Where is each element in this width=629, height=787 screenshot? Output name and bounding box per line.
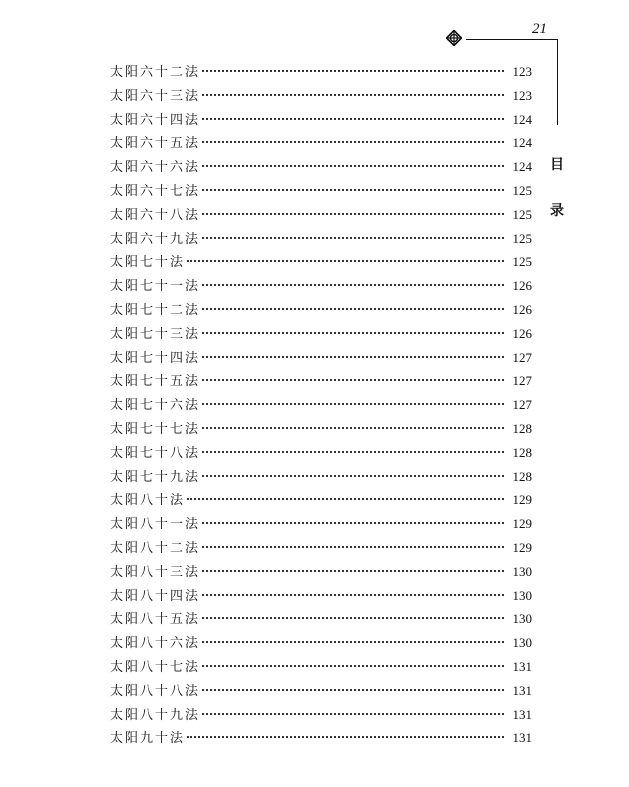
toc-entry	[110, 560, 532, 584]
toc-entry	[110, 369, 532, 393]
toc-entry-page: 125	[512, 182, 532, 198]
toc-entry	[110, 250, 532, 274]
toc-entry	[110, 179, 532, 203]
toc-leader-dots	[202, 236, 504, 239]
toc-leader-dots	[202, 616, 504, 619]
toc-entry-title: 太阳七十六法	[110, 398, 201, 414]
toc-entry	[110, 274, 532, 298]
toc-entry-page: 125	[512, 254, 532, 270]
toc-entry	[110, 203, 532, 227]
toc-entry-page: 126	[512, 301, 532, 317]
toc-entry	[110, 679, 532, 703]
toc-entry-title: 太阳六十二法	[110, 65, 201, 80]
toc-entry-page: 126	[512, 278, 532, 294]
toc-entry	[110, 536, 532, 560]
toc-entry-title: 太阳六十六法	[110, 160, 201, 176]
side-label-char: 目	[550, 157, 564, 173]
toc-leader-dots	[202, 402, 504, 405]
toc-leader-dots	[187, 497, 504, 500]
toc-leader-dots	[202, 93, 504, 96]
toc-leader-dots	[202, 355, 504, 358]
toc-entry-page: 130	[512, 563, 532, 579]
toc-entry-page: 127	[512, 373, 532, 389]
toc-entry-page: 130	[512, 635, 532, 651]
page-number: 21	[532, 21, 547, 37]
toc-leader-dots	[187, 259, 504, 262]
toc-entry-page: 123	[512, 64, 532, 79]
toc-entry-title: 太阳八十八法	[110, 683, 201, 699]
toc-entry	[110, 655, 532, 679]
toc-entry-title: 太阳六十七法	[110, 183, 201, 199]
toc-entry-page: 128	[512, 420, 532, 436]
toc-entry-title: 太阳七十五法	[110, 374, 201, 390]
toc-leader-dots	[202, 593, 504, 596]
toc-leader-dots	[202, 331, 504, 334]
toc-leader-dots	[202, 640, 504, 643]
toc-entry-title: 太阳八十五法	[110, 612, 201, 628]
toc-leader-dots	[202, 69, 504, 72]
toc-entry	[110, 227, 532, 251]
toc-entry-title: 太阳八十四法	[110, 588, 201, 604]
toc-leader-dots	[202, 140, 504, 143]
toc-entry-page: 130	[512, 611, 532, 627]
toc-entry-page: 124	[512, 111, 532, 127]
toc-entry-title: 太阳七十法	[110, 255, 186, 271]
toc-entry	[110, 607, 532, 631]
toc-entry-page: 125	[512, 206, 532, 222]
toc-entry-title: 太阳七十三法	[110, 326, 201, 342]
toc-entry	[110, 441, 532, 465]
toc-entry	[110, 584, 532, 608]
toc-entry-title: 太阳六十八法	[110, 207, 201, 223]
toc-entry-page: 127	[512, 349, 532, 365]
side-rule	[557, 39, 558, 125]
toc-entry	[110, 108, 532, 132]
toc-entry-title: 太阳六十五法	[110, 136, 201, 152]
toc-entry-title: 太阳六十三法	[110, 88, 201, 104]
toc-entry-title: 太阳七十四法	[110, 350, 201, 366]
toc-entry-title: 太阳七十七法	[110, 421, 201, 437]
toc-entry	[110, 726, 532, 750]
toc-entry-title: 太阳八十七法	[110, 659, 201, 675]
toc-entry-title: 太阳八十一法	[110, 517, 201, 533]
toc-entry-title: 太阳八十九法	[110, 707, 201, 723]
toc-entry	[110, 298, 532, 322]
toc-entry-title: 太阳八十六法	[110, 636, 201, 652]
toc-entry-page: 131	[512, 658, 532, 674]
toc-entry-title: 太阳八十法	[110, 493, 186, 509]
toc-leader-dots	[202, 521, 504, 524]
toc-leader-dots	[202, 474, 504, 477]
toc-leader-dots	[202, 164, 504, 167]
toc-entry	[110, 465, 532, 489]
side-label-char: 录	[550, 203, 564, 219]
toc-entry	[110, 84, 532, 108]
toc-entry	[110, 393, 532, 417]
toc-leader-dots	[202, 545, 504, 548]
toc-entry-title: 太阳六十九法	[110, 231, 201, 247]
toc-entry-page: 123	[512, 87, 532, 103]
toc-leader-dots	[202, 378, 504, 381]
toc-entry-title: 太阳九十法	[110, 731, 186, 747]
toc-entry-title: 太阳八十三法	[110, 564, 201, 580]
toc-entry	[110, 417, 532, 441]
toc-leader-dots	[202, 283, 504, 286]
toc-entry-title: 太阳七十九法	[110, 469, 201, 485]
side-label	[547, 142, 567, 234]
table-of-contents	[110, 60, 532, 750]
toc-entry	[110, 512, 532, 536]
toc-entry	[110, 631, 532, 655]
header-rule	[466, 39, 558, 40]
toc-leader-dots	[202, 117, 504, 120]
toc-entry-title: 太阳八十二法	[110, 540, 201, 556]
toc-entry-page: 126	[512, 325, 532, 341]
toc-entry-page: 128	[512, 468, 532, 484]
toc-leader-dots	[202, 307, 504, 310]
toc-entry	[110, 131, 532, 155]
toc-entry-page: 124	[512, 135, 532, 151]
toc-entry	[110, 346, 532, 370]
toc-entry-page: 131	[512, 706, 532, 722]
toc-entry	[110, 703, 532, 727]
toc-entry	[110, 322, 532, 346]
toc-leader-dots	[202, 188, 504, 191]
toc-leader-dots	[187, 735, 504, 738]
toc-entry	[110, 488, 532, 512]
diamond-ornament-icon	[446, 30, 462, 46]
toc-leader-dots	[202, 212, 504, 215]
toc-entry-title: 太阳六十四法	[110, 112, 201, 128]
toc-leader-dots	[202, 450, 504, 453]
toc-entry-page: 129	[512, 516, 532, 532]
toc-leader-dots	[202, 712, 504, 715]
toc-leader-dots	[202, 688, 504, 691]
toc-entry	[110, 155, 532, 179]
toc-entry-page: 129	[512, 492, 532, 508]
toc-entry-title: 太阳七十一法	[110, 279, 201, 295]
toc-leader-dots	[202, 569, 504, 572]
toc-entry-page: 129	[512, 539, 532, 555]
toc-entry-page: 131	[512, 682, 532, 698]
toc-entry	[110, 60, 532, 84]
toc-entry-page: 131	[512, 730, 532, 746]
toc-entry-title: 太阳七十八法	[110, 445, 201, 461]
toc-entry-page: 128	[512, 444, 532, 460]
toc-entry-page: 130	[512, 587, 532, 603]
toc-entry-title: 太阳七十二法	[110, 302, 201, 318]
toc-entry-page: 127	[512, 397, 532, 413]
toc-entry-page: 125	[512, 230, 532, 246]
toc-leader-dots	[202, 664, 504, 667]
toc-entry-page: 124	[512, 159, 532, 175]
toc-leader-dots	[202, 426, 504, 429]
